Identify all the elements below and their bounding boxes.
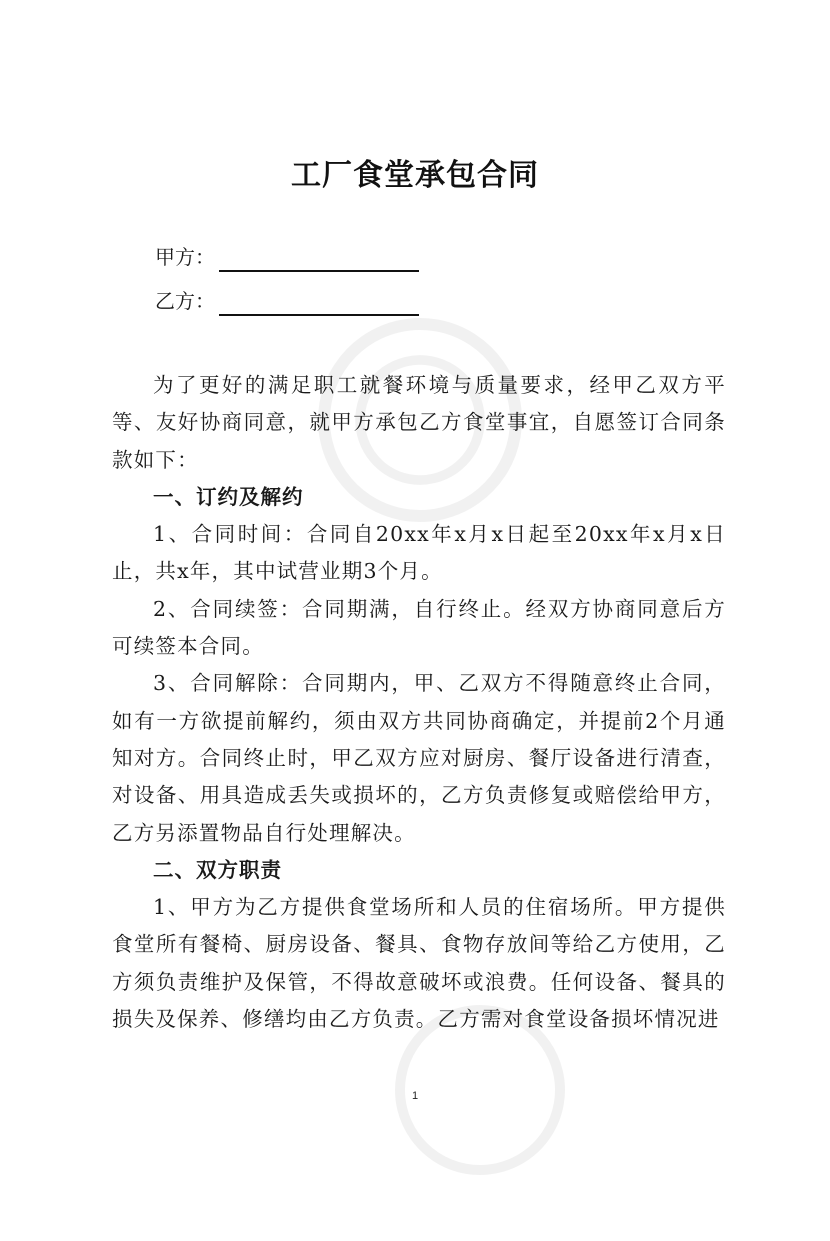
page-number: 1 <box>411 1090 419 1102</box>
clause-paragraph: 1、合同时间：合同自20xx年x月x日起至20xx年x月x日止，共x年，其中试营业期3个月。 <box>112 522 726 584</box>
party-a-blank <box>219 248 419 272</box>
document-title: 工厂食堂承包合同 <box>291 158 539 193</box>
clause-paragraph: 2、合同续签：合同期满，自行终止。经双方协商同意后方可续签本合同。 <box>112 596 726 659</box>
intro-paragraph: 为了更好的满足职工就餐环境与质量要求，经甲乙双方平等、友好协商同意，就甲方承包乙方食堂事宜，自愿签订合同条款如下： <box>112 373 726 472</box>
document-body <box>112 367 726 1038</box>
party-a-line <box>155 242 419 272</box>
section-heading: 二、双方职责 <box>153 857 282 882</box>
clause-paragraph: 1、甲方为乙方提供食堂场所和人员的住宿场所。甲方提供食堂所有餐椅、厨房设备、餐具、食物存放间等给乙方使用，乙方须负责维护及保管，不得故意破坏或浪费。任何设备、餐具的损失及保养、修缮均由乙方负责。乙方需对食堂设备损坏情况进 <box>112 895 726 1032</box>
clause-paragraph: 3、合同解除：合同期内，甲、乙双方不得随意终止合同，如有一方欲提前解约，须由双方共同协商确定，并提前2个月通知对方。合同终止时，甲乙双方应对厨房、餐厅设备进行清查，对设备、用具造成丢失或损坏的，乙方负责修复或赔偿给甲方，乙方另添置物品自行处理解决。 <box>112 671 726 845</box>
section-heading: 一、订约及解约 <box>153 484 304 509</box>
party-b-line <box>155 286 419 316</box>
party-a-label: 甲方： <box>155 245 215 269</box>
party-b-blank <box>219 292 419 316</box>
party-b-label: 乙方： <box>155 289 215 313</box>
